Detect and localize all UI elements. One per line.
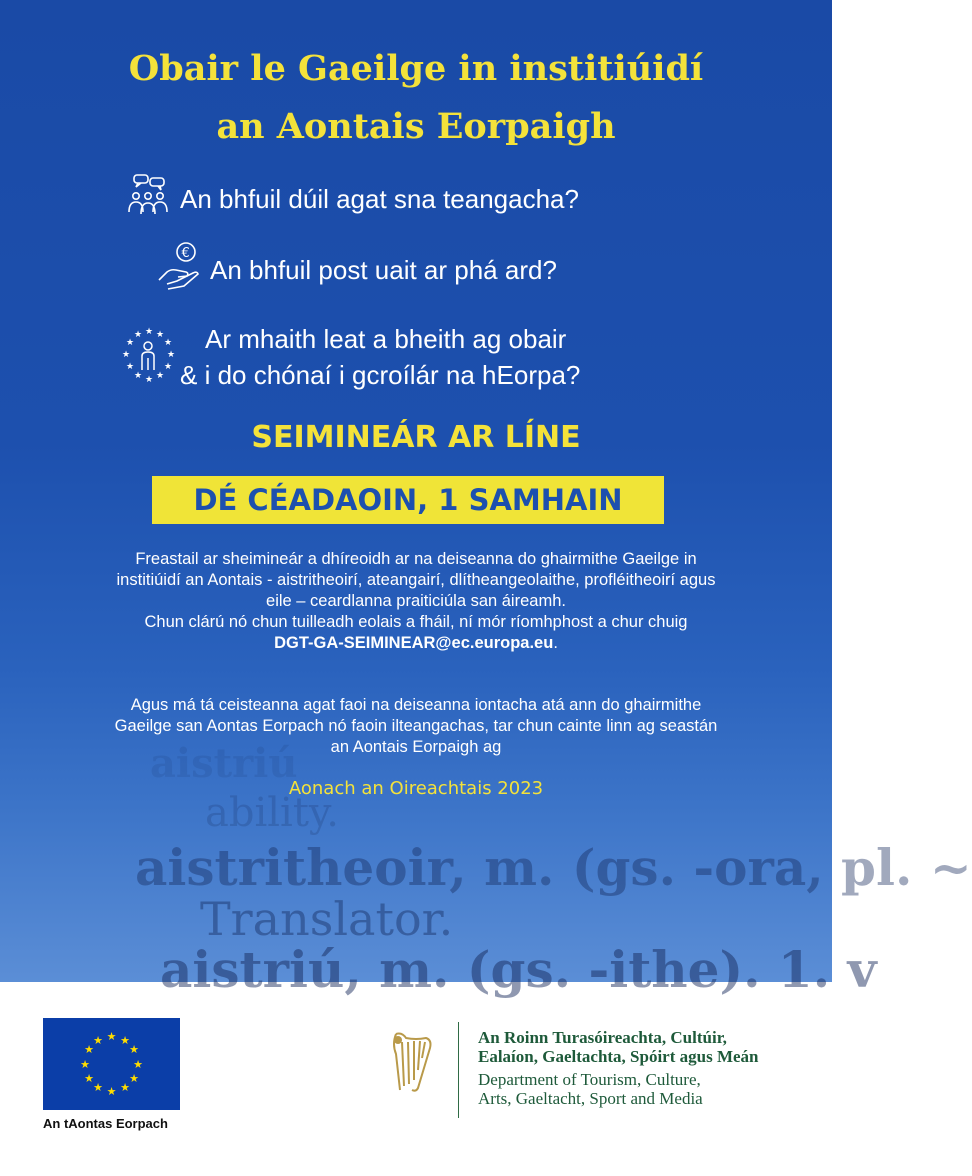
svg-text:★: ★ [80,1058,90,1071]
description-line: institiúidí an Aontais - aistritheoirí, ateangairí, dlítheangeolaithe, profléitheoirí agus [116,571,716,589]
description-line: Chun clárú nó chun tuilleadh eolais a fháil, ní mór ríomhphost a chur chuig [144,613,688,631]
background-dictionary-text: Translator. [200,892,454,946]
eu-stars-person-icon [118,326,178,386]
svg-text:★: ★ [167,350,176,360]
background-dictionary-text: ability. [205,790,339,836]
harp-emblem-icon [388,1030,434,1094]
background-dictionary-text: aistriú, m. (gs. -ithe). 1. v [160,940,877,999]
department-name-english [478,1070,703,1108]
svg-text:★: ★ [156,330,165,340]
svg-text:★: ★ [93,1034,103,1047]
svg-text:★: ★ [145,375,154,385]
description-paragraph [40,549,792,654]
svg-text:★: ★ [164,362,173,372]
question-live-europe-line2: & i do chónaí i gcroílár na hEorpa? [180,360,581,390]
department-name-english-line2: Arts, Gaeltacht, Sport and Media [478,1089,703,1108]
svg-text:★: ★ [120,1081,130,1094]
svg-text:★: ★ [134,371,143,381]
svg-text:€: € [181,246,190,261]
svg-text:★: ★ [93,1081,103,1094]
event-name: Aonach an Oireachtais 2023 [288,778,544,799]
svg-text:★: ★ [84,1072,94,1085]
svg-text:★: ★ [129,1072,139,1085]
svg-text:★: ★ [120,1034,130,1047]
question-pay: An bhfuil post uait ar phá ard? [210,255,557,285]
svg-text:★: ★ [156,371,165,381]
svg-text:★: ★ [145,327,154,337]
svg-text:★: ★ [133,1058,143,1071]
svg-text:★: ★ [122,350,131,360]
email-suffix: . [553,634,558,652]
description-line: eile – ceardlanna praiticiúla san áireamh. [266,592,566,610]
svg-text:★: ★ [129,1043,139,1056]
department-name-english-line1: Department of Tourism, Culture, [478,1070,701,1089]
svg-text:★: ★ [84,1043,94,1056]
page-title-line1: Obair le Gaeilge in institiúidí [128,48,704,89]
svg-text:★: ★ [106,1085,117,1098]
svg-text:★: ★ [126,338,135,348]
info-line: Gaeilge san Aontas Eorpach nó faoin ilteangachas, tar chun cainte linn ag seastán [114,717,718,735]
info-line: Agus má tá ceisteanna agat faoi na deiseanna iontacha atá ann do ghairmithe [130,696,702,714]
footer-divider [458,1022,459,1118]
page-title-line2: an Aontais Eorpaigh [216,106,616,147]
question-live-europe-line1: Ar mhaith leat a bheith ag obair [205,324,567,354]
eu-flag-logo [43,1018,180,1110]
department-name-irish [478,1028,759,1066]
question-languages: An bhfuil dúil agat sna teangacha? [180,184,579,214]
svg-text:★: ★ [164,338,173,348]
background-dictionary-text: aistriú [150,740,298,787]
info-line: an Aontais Eorpaigh ag [330,738,502,756]
department-name-irish-line2: Ealaíon, Gaeltachta, Spóirt agus Meán [478,1047,759,1066]
svg-text:★: ★ [106,1030,117,1043]
background-dictionary-text: aistritheoir, m. (gs. -ora, pl. ~ [135,838,972,897]
email-line [40,633,792,654]
people-chat-icon [124,172,172,220]
department-name-irish-line1: An Roinn Turasóireachta, Cultúir, [478,1028,727,1047]
email-link[interactable]: DGT-GA-SEIMINEAR@ec.europa.eu [274,634,554,652]
svg-text:★: ★ [134,330,143,340]
seminar-heading: SEIMINEÁR AR LÍNE [251,420,581,455]
hand-euro-coin-icon [156,240,208,290]
date-banner: DÉ CÉADAOIN, 1 SAMHAIN [152,476,664,524]
info-paragraph [40,695,792,758]
eu-label: An tAontas Eorpach [43,1116,168,1131]
svg-text:★: ★ [126,362,135,372]
description-line: Freastail ar sheimineár a dhíreoidh ar na deiseanna do ghairmithe Gaeilge in [135,550,697,568]
